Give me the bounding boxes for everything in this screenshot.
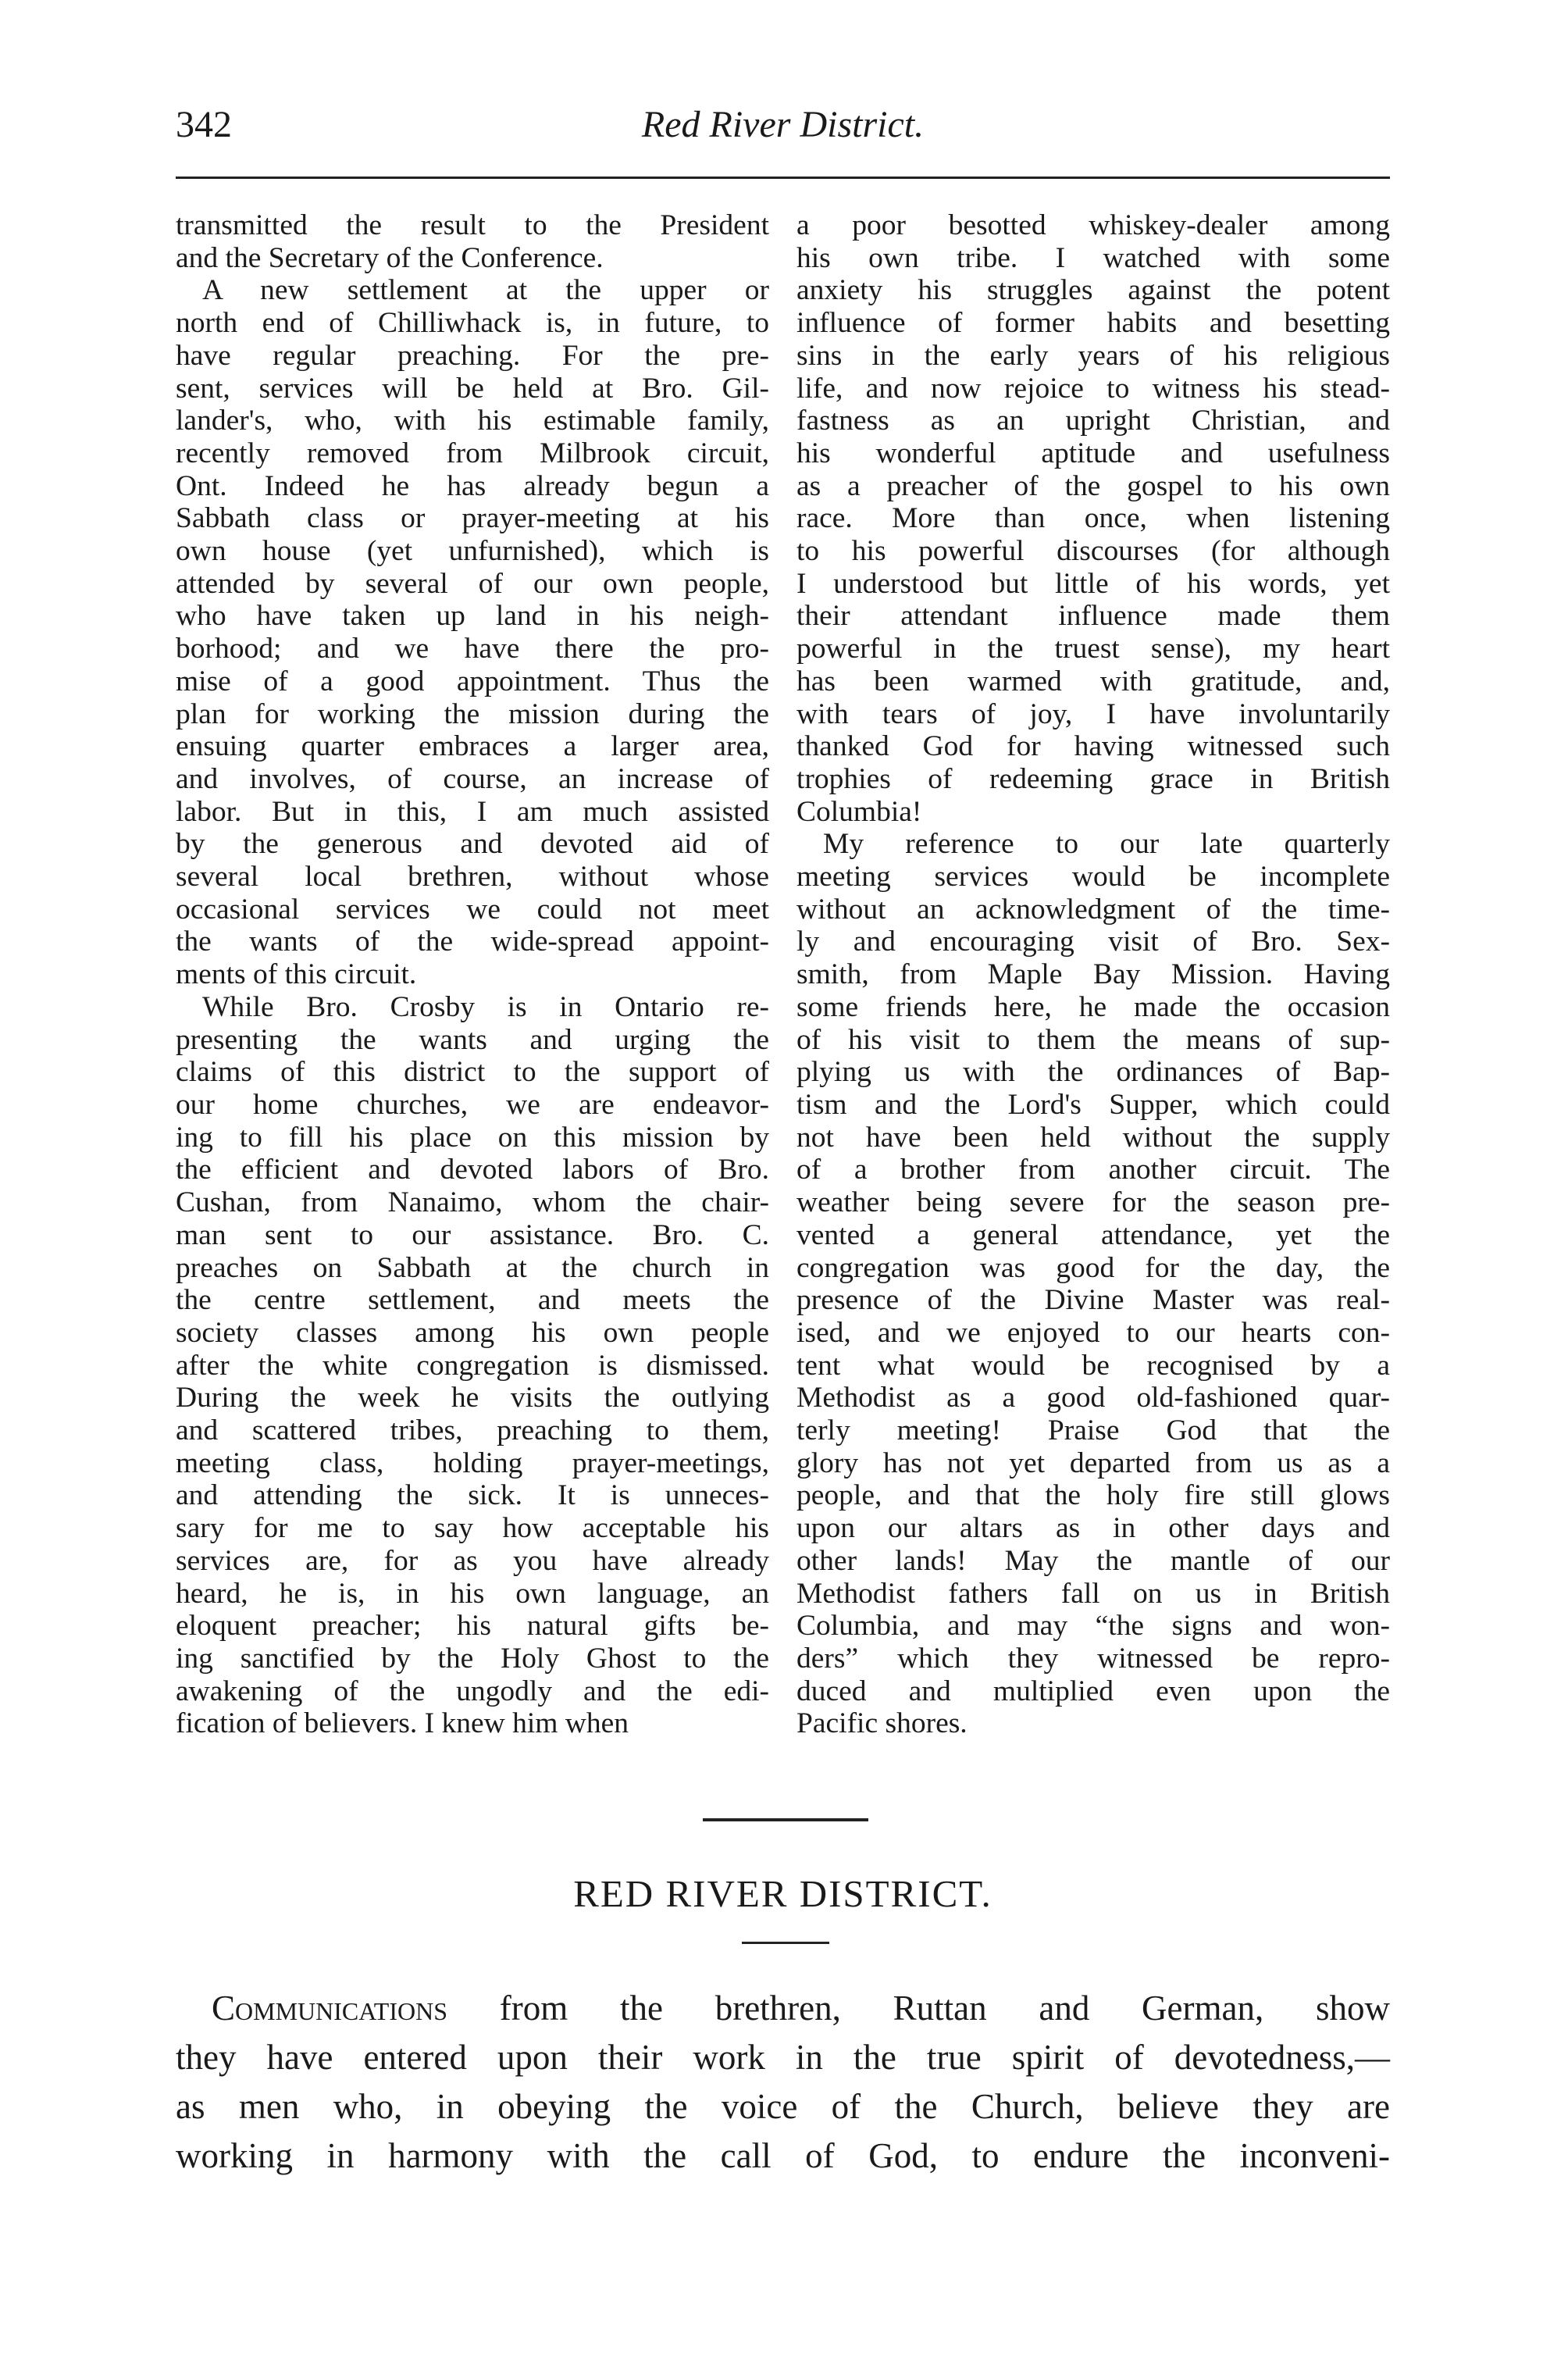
text-line: to his powerful discourses (for although [796,535,1390,568]
text-line: man sent to our assistance. Bro. C. [176,1218,769,1251]
text-line: north end of Chilliwhack is, in future, to [176,307,769,340]
section-divider-rule [703,1818,868,1821]
text-line: with tears of joy, I have involuntarily [796,697,1390,730]
text-line: glory has not yet departed from us as a [796,1446,1390,1479]
text-line: trophies of redeeming grace in British [796,762,1390,795]
two-column-body [176,209,1390,1764]
text-line: fastness as an upright Christian, and [796,405,1390,437]
text-line: some friends here, he made the occasion [796,990,1390,1023]
section-intro-paragraph [176,1984,1390,2181]
text-line: upon our altars as in other days and [796,1512,1390,1545]
text-line: During the week he visits the outlying [176,1382,769,1414]
text-line: Pacific shores. [796,1707,968,1740]
intro-line: they have entered upon their work in the true spirit of devotedness,— [176,2038,1390,2077]
text-line: the efficient and devoted labors of Bro. [176,1154,769,1186]
text-line: While Bro. Crosby is in Ontario re- [202,990,769,1023]
text-line: and scattered tribes, preaching to them, [176,1414,769,1447]
text-line: and the Secretary of the Conference. [176,241,604,274]
text-line: his own tribe. I watched with some [796,241,1390,274]
text-line: influence of former habits and besetting [796,307,1390,340]
text-line: life, and now rejoice to witness his stead- [796,372,1390,405]
text-line: people, and that the holy fire still glows [796,1479,1390,1512]
text-line: Columbia, and may “the signs and won- [796,1610,1390,1643]
text-line: congregation was good for the day, the [796,1251,1390,1284]
text-line: the centre settlement, and meets the [176,1284,769,1317]
text-line: I understood but little of his words, yet [796,567,1390,600]
text-line: sary for me to say how acceptable his [176,1512,769,1545]
text-line: and involves, of course, an increase of [176,762,769,795]
text-line: attended by several of our own people, [176,567,769,600]
text-line: his wonderful aptitude and usefulness [796,437,1390,469]
text-line: race. More than once, when listening [796,502,1390,535]
section-title-underline [742,1942,829,1944]
intro-first-word: Communications [212,1989,448,2028]
text-line: Sabbath class or prayer-meeting at his [176,502,769,535]
text-line: presenting the wants and urging the [176,1023,769,1056]
text-line: weather being severe for the season pre- [796,1186,1390,1219]
header-rule [176,177,1390,179]
text-line: ly and encouraging visit of Bro. Sex- [796,926,1390,958]
text-line: anxiety his struggles against the potent [796,274,1390,307]
text-line: without an acknowledgment of the time- [796,893,1390,926]
text-line: tism and the Lord's Supper, which could [796,1088,1390,1121]
text-line: ensuing quarter embraces a larger area, [176,730,769,763]
text-line: transmitted the result to the President [176,209,769,241]
text-line: own house (yet unfurnished), which is [176,535,769,568]
text-line: claims of this district to the support of [176,1056,769,1089]
text-line: duced and multiplied even upon the [796,1675,1390,1707]
intro-line-text: from the brethren, Ruttan and German, show [447,1989,1390,2028]
text-line: smith, from Maple Bay Mission. Having [796,958,1390,991]
text-line: heard, he is, in his own language, an [176,1577,769,1610]
text-line: ing to fill his place on this mission by [176,1121,769,1154]
text-line: Methodist fathers fall on us in British [796,1577,1390,1610]
text-line: Cushan, from Nanaimo, whom the chair- [176,1186,769,1219]
text-line: have regular preaching. For the pre- [176,339,769,372]
text-line: ised, and we enjoyed to our hearts con- [796,1316,1390,1349]
text-line: eloquent preacher; his natural gifts be- [176,1610,769,1643]
text-line: ing sanctified by the Holy Ghost to the [176,1642,769,1675]
text-line: borhood; and we have there the pro- [176,633,769,665]
text-line: labor. But in this, I am much assisted [176,795,769,828]
text-line: not have been held without the supply [796,1121,1390,1154]
text-line: our home churches, we are endeavor- [176,1088,769,1121]
text-line: awakening of the ungodly and the edi- [176,1675,769,1707]
text-line: as a preacher of the gospel to his own [796,469,1390,502]
intro-line: as men who, in obeying the voice of the Church, believe they are [176,2087,1390,2126]
text-line: thanked God for having witnessed such [796,730,1390,763]
running-head [176,102,1390,156]
text-line: vented a general attendance, yet the [796,1218,1390,1251]
text-line: recently removed from Milbrook circuit, [176,437,769,469]
text-line: sent, services will be held at Bro. Gil- [176,372,769,405]
text-line: ders” which they witnessed be repro- [796,1642,1390,1675]
intro-line: working in harmony with the call of God, to endure the inconveni- [176,2136,1390,2175]
page-number: 342 [176,104,232,145]
text-line: ments of this circuit. [176,958,417,991]
running-title: Red River District. [641,104,925,145]
text-line: occasional services we could not meet [176,893,769,926]
text-line: preaches on Sabbath at the church in [176,1251,769,1284]
text-line: Methodist as a good old-fashioned quar- [796,1382,1390,1414]
text-line: presence of the Divine Master was real- [796,1284,1390,1317]
text-line: and attending the sick. It is unneces- [176,1479,769,1512]
text-line: of his visit to them the means of sup- [796,1023,1390,1056]
text-line: lander's, who, with his estimable family, [176,405,769,437]
text-line: meeting services would be incomplete [796,861,1390,894]
text-line: plan for working the mission during the [176,697,769,730]
right-column [796,209,1390,1740]
text-line: society classes among his own people [176,1316,769,1349]
text-line: tent what would be recognised by a [796,1349,1390,1382]
text-line: terly meeting! Praise God that the [796,1414,1390,1447]
text-line: of a brother from another circuit. The [796,1154,1390,1186]
text-line: meeting class, holding prayer-meetings, [176,1446,769,1479]
text-line: several local brethren, without whose [176,861,769,894]
text-line: A new settlement at the upper or [202,274,769,307]
intro-line [176,1984,1390,2033]
text-line: has been warmed with gratitude, and, [796,665,1390,697]
text-line: sins in the early years of his religious [796,339,1390,372]
text-line: their attendant influence made them [796,600,1390,633]
text-line: Columbia! [796,795,922,828]
text-line: who have taken up land in his neigh- [176,600,769,633]
text-line: by the generous and devoted aid of [176,828,769,861]
text-line: the wants of the wide-spread appoint- [176,926,769,958]
text-line: a poor besotted whiskey-dealer among [796,209,1390,241]
text-line: Ont. Indeed he has already begun a [176,469,769,502]
text-line: services are, for as you have already [176,1544,769,1577]
text-line: plying us with the ordinances of Bap- [796,1056,1390,1089]
text-line: after the white congregation is dismissed. [176,1349,769,1382]
text-line: other lands! May the mantle of our [796,1544,1390,1577]
text-line: mise of a good appointment. Thus the [176,665,769,697]
text-line: My reference to our late quarterly [823,828,1390,861]
section-title: RED RIVER DISTRICT. [573,1872,992,1915]
text-line: powerful in the truest sense), my heart [796,633,1390,665]
left-column [176,209,769,1740]
text-line: fication of believers. I knew him when [176,1707,629,1740]
